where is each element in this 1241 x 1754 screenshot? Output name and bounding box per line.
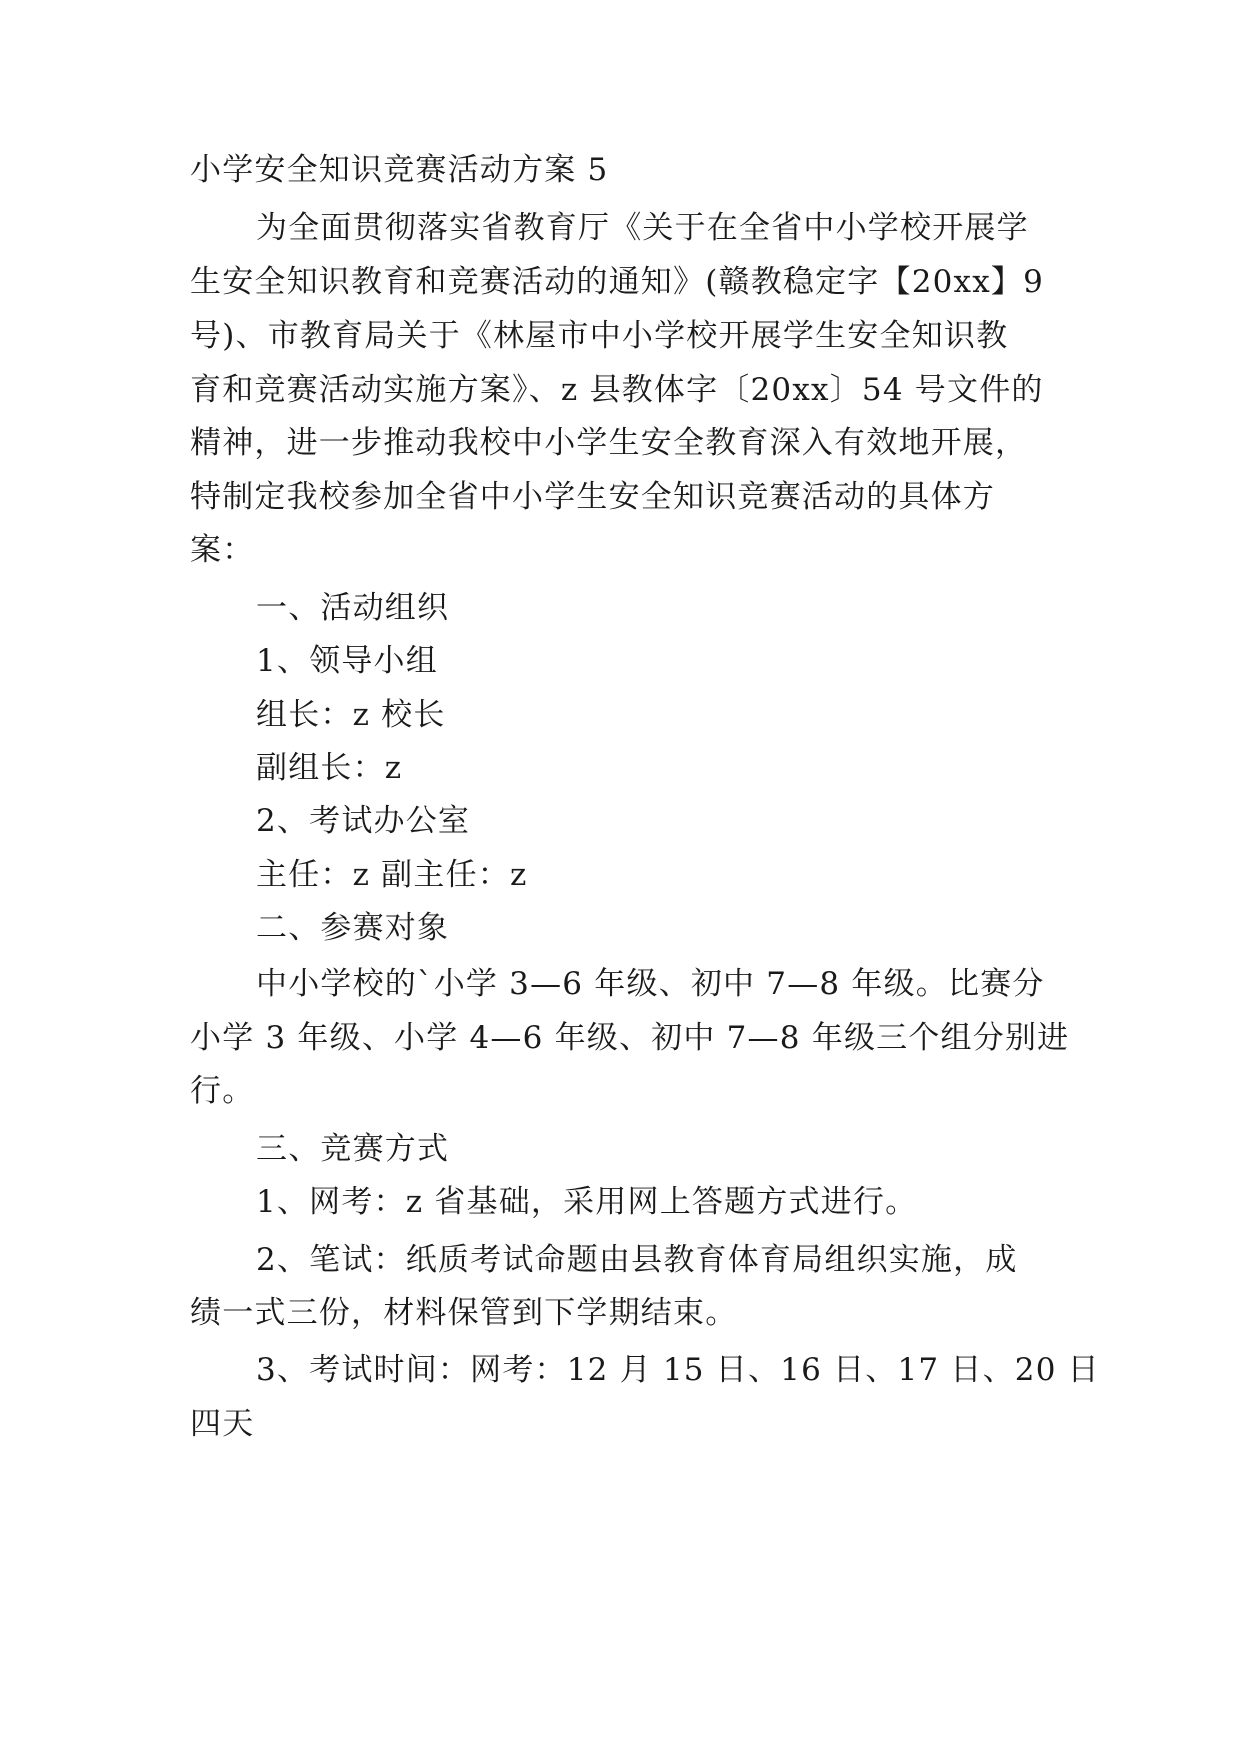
section3-item2-line-2: 绩一式三份，材料保管到下学期结束。 <box>190 1295 738 1331</box>
section2-line-2: 小学 3 年级、小学 4—6 年级、初中 7—8 年级三个组分别进 <box>190 1020 1070 1056</box>
intro-line-3: 号)、市教育局关于《林屋市中小学校开展学生安全知识教 <box>190 318 1009 354</box>
intro-line-7: 案： <box>190 532 255 568</box>
section1-heading: 一、活动组织 <box>256 590 450 626</box>
section3-heading: 三、竞赛方式 <box>256 1131 450 1167</box>
section1-leader: 组长：z 校长 <box>256 697 446 733</box>
section2-line-3: 行。 <box>190 1073 255 1109</box>
section3-item1: 1、网考：z 省基础，采用网上答题方式进行。 <box>256 1184 918 1220</box>
section1-deputy-leader: 副组长：z <box>256 750 403 786</box>
section3-item3-line-1: 3、考试时间：网考：12 月 15 日、16 日、17 日、20 日 <box>256 1352 1100 1388</box>
section1-item1: 1、领导小组 <box>256 643 438 679</box>
intro-line-4: 育和竞赛活动实施方案》、z 县教体字〔20xx〕54 号文件的 <box>190 372 1044 408</box>
document-title: 小学安全知识竞赛活动方案 5 <box>190 152 609 188</box>
intro-line-6: 特制定我校参加全省中小学生安全知识竞赛活动的具体方 <box>190 479 995 515</box>
section3-item2-line-1: 2、笔试：纸质考试命题由县教育体育局组织实施，成 <box>256 1242 1018 1278</box>
intro-line-5: 精神，进一步推动我校中小学生安全教育深入有效地开展， <box>190 425 1028 461</box>
section2-line-1: 中小学校的`小学 3—6 年级、初中 7—8 年级。比赛分 <box>256 966 1045 1002</box>
intro-line-2: 生安全知识教育和竞赛活动的通知》(赣教稳定字【20xx】9 <box>190 264 1045 300</box>
section1-item2: 2、考试办公室 <box>256 803 471 839</box>
intro-line-1: 为全面贯彻落实省教育厅《关于在全省中小学校开展学 <box>256 210 1029 246</box>
section1-director: 主任：z 副主任：z <box>256 857 528 893</box>
section3-item3-line-2: 四天 <box>190 1406 255 1442</box>
section2-heading: 二、参赛对象 <box>256 910 450 946</box>
